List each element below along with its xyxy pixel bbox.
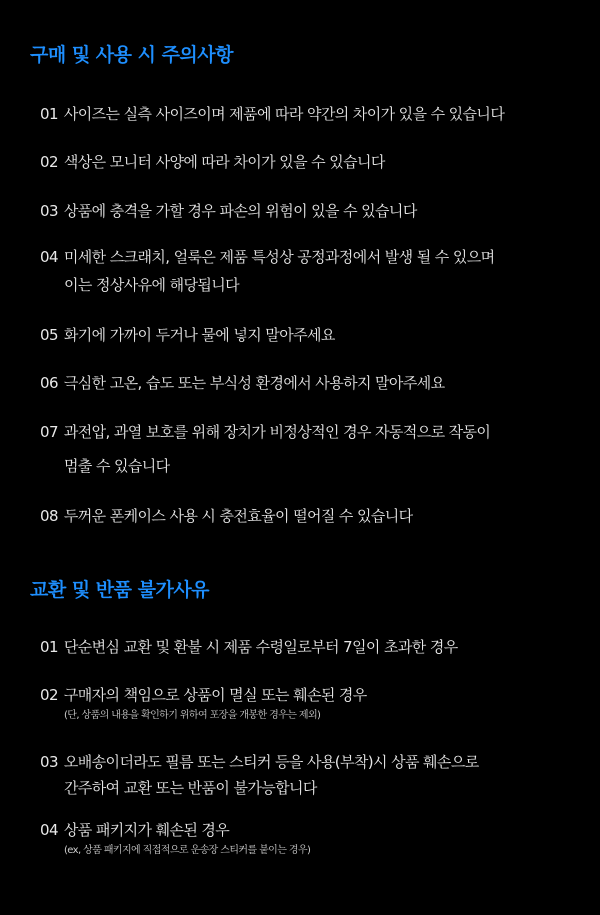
item-number: 01: [40, 638, 58, 656]
list-item: [40, 103, 504, 125]
item-number: 03: [40, 753, 58, 771]
item-text-continued: 이는 정상사유에 해당됩니다: [64, 276, 240, 294]
list-item: [40, 505, 413, 527]
item-note: (ex, 상품 패키지에 직접적으로 운송장 스티커를 붙이는 경우): [64, 845, 311, 856]
item-text: 미세한 스크래치, 얼룩은 제품 특성상 공정과정에서 발생 될 수 있으며: [63, 248, 495, 266]
item-note: (단, 상품의 내용을 확인하기 위하여 포장을 개봉한 경우는 제외): [64, 710, 321, 721]
item-text: 상품 패키지가 훼손된 경우: [63, 821, 230, 839]
list-item: [40, 200, 417, 222]
item-number: 04: [40, 821, 58, 839]
item-text: 상품에 충격을 가할 경우 파손의 위험이 있을 수 있습니다: [63, 202, 417, 220]
item-number: 05: [40, 326, 58, 344]
item-number: 06: [40, 374, 58, 392]
item-number: 08: [40, 507, 58, 525]
item-text: 두꺼운 폰케이스 사용 시 충전효율이 떨어질 수 있습니다: [63, 507, 413, 525]
item-number: 01: [40, 105, 58, 123]
item-number: 03: [40, 202, 58, 220]
item-text: 극심한 고온, 습도 또는 부식성 환경에서 사용하지 말아주세요: [63, 374, 445, 392]
list-item: [40, 636, 458, 658]
item-text: 단순변심 교환 및 환불 시 제품 수령일로부터 7일이 초과한 경우: [63, 638, 458, 656]
list-item: [40, 421, 490, 477]
item-number: 04: [40, 248, 58, 266]
list-item: [40, 246, 495, 296]
list-item: [40, 151, 385, 173]
item-text: 과전압, 과열 보호를 위해 장치가 비정상적인 경우 자동적으로 작동이: [63, 423, 491, 441]
item-text: 구매자의 책임으로 상품이 멸실 또는 훼손된 경우: [63, 686, 367, 704]
list-item: [40, 684, 367, 724]
item-text: 색상은 모니터 사양에 따라 차이가 있을 수 있습니다: [63, 153, 385, 171]
list-item: [40, 372, 445, 394]
list-item: [40, 324, 335, 346]
item-number: 02: [40, 153, 58, 171]
list-item: [40, 751, 479, 799]
list-item: [40, 819, 310, 859]
item-text-continued: 간주하여 교환 또는 반품이 불가능합니다: [64, 779, 317, 797]
item-text: 사이즈는 실측 사이즈이며 제품에 따라 약간의 차이가 있을 수 있습니다: [63, 105, 505, 123]
section-title-non-returnable: 교환 및 반품 불가사유: [30, 579, 210, 601]
item-number: 02: [40, 686, 58, 704]
item-number: 07: [40, 423, 58, 441]
item-text: 오배송이더라도 필름 또는 스티커 등을 사용(부착)시 상품 훼손으로: [63, 753, 479, 771]
item-text-continued: 멈출 수 있습니다: [64, 457, 170, 475]
section-title-precautions: 구매 및 사용 시 주의사항: [30, 44, 233, 66]
item-text: 화기에 가까이 두거나 물에 넣지 말아주세요: [63, 326, 335, 344]
